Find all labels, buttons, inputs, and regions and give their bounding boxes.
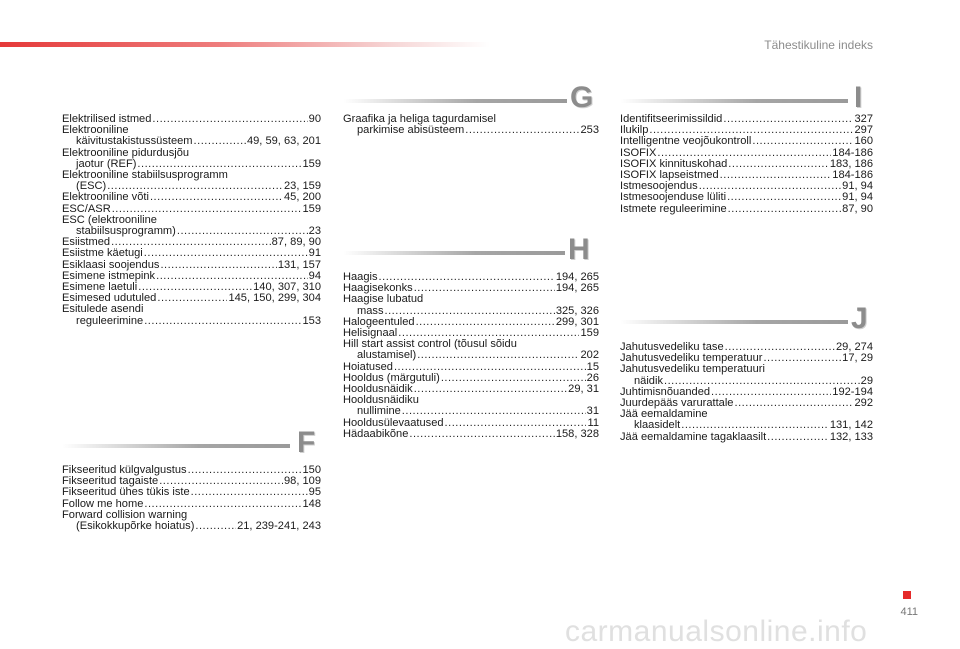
page-reference[interactable]: 159: [302, 202, 321, 215]
section-letter-h: H: [568, 233, 590, 266]
index-term: Hooldusülevaatused: [343, 416, 444, 429]
index-term: Hooldusnäidiku: [343, 394, 419, 407]
index-term: Istmesoojendus: [620, 180, 698, 193]
index-entry: [62, 170, 321, 192]
page-reference[interactable]: 150: [302, 464, 321, 476]
index-term: Hooldus (märgutuli): [343, 371, 440, 384]
index-term: Hill start assist control (tõusul sõidu: [343, 338, 517, 351]
index-term: Elektrilised istmed: [62, 113, 152, 125]
page-reference[interactable]: 29, 274: [835, 341, 873, 353]
dot-leader: [767, 432, 829, 443]
section-divider: [343, 99, 567, 103]
index-entry-line: [62, 192, 321, 203]
index-term: näidik: [634, 374, 663, 387]
index-entry: [620, 204, 873, 215]
page-reference[interactable]: 94: [308, 269, 321, 282]
section-divider: [620, 99, 848, 103]
header-accent-bar: [0, 42, 490, 47]
index-entry: [62, 248, 321, 259]
index-entry: [620, 192, 873, 203]
section-header-g: [343, 81, 595, 116]
page-reference[interactable]: 253: [580, 124, 599, 137]
index-term: käivitustakistussüsteem: [76, 135, 193, 148]
index-list-f: [62, 465, 321, 532]
index-entry-line: [620, 114, 873, 125]
index-term: Forward collision warning: [62, 508, 188, 521]
page-marker-square: [903, 591, 911, 599]
section-header-j: [620, 302, 872, 337]
dot-leader: [727, 192, 841, 203]
page-reference[interactable]: 21, 239-241, 243: [237, 520, 321, 533]
index-entry-line: [343, 350, 599, 361]
index-term: Helisignaal: [343, 327, 398, 340]
index-term: Haagisekonks: [343, 282, 413, 295]
index-term: Hoiatused: [343, 360, 393, 373]
section-letter-i: I: [854, 81, 863, 114]
dot-leader: [465, 125, 579, 136]
page-reference[interactable]: 160: [854, 135, 873, 148]
page-reference[interactable]: 297: [854, 124, 873, 137]
index-term: Haagis: [343, 271, 378, 283]
index-entry-line: [62, 136, 321, 147]
index-term: Graafika ja heliga tagurdamisel: [343, 113, 496, 125]
index-term: mass: [357, 304, 384, 317]
index-term: ISOFIX lapseistmed: [620, 169, 719, 182]
page-reference[interactable]: 159: [302, 157, 321, 170]
index-term: Esitulede asendi: [62, 303, 144, 316]
index-term: Jahutusvedeliku temperatuur: [620, 352, 763, 365]
page-reference[interactable]: 299, 301: [555, 315, 599, 328]
dot-leader: [414, 384, 567, 395]
index-list-e: [62, 114, 321, 327]
index-term: Ilukilp: [620, 124, 649, 137]
section-header-h: [343, 233, 595, 268]
index-entry-line: [620, 136, 873, 147]
index-entry: [343, 114, 599, 136]
index-term: Jää eemaldamine: [620, 408, 708, 421]
index-entry-line: [620, 204, 873, 215]
page-reference[interactable]: 95: [308, 486, 321, 499]
index-entry: [620, 432, 873, 443]
page-reference[interactable]: 23, 159: [283, 180, 321, 193]
page-reference[interactable]: 11: [587, 416, 599, 429]
index-term: Elektrooniline võti: [62, 191, 149, 204]
dot-leader: [157, 293, 227, 304]
index-term: parkimise abisüsteem: [357, 124, 465, 137]
index-entry: [62, 148, 321, 170]
index-entry: [62, 215, 321, 237]
index-entry: [62, 125, 321, 147]
section-letter-f: F: [297, 426, 316, 459]
index-entry-line: [620, 420, 873, 431]
index-term: Jahutusvedeliku temperatuuri: [620, 363, 765, 376]
index-term: Halogeentuled: [343, 315, 415, 328]
index-term: ESC/ASR: [62, 202, 111, 215]
index-term: Esimesed udutuled: [62, 292, 157, 305]
dot-leader: [195, 521, 236, 532]
index-term: Identifitseerimissildid: [620, 113, 723, 125]
dot-leader: [194, 136, 246, 147]
page-reference[interactable]: 194, 265: [555, 271, 599, 283]
page-reference[interactable]: 91, 94: [842, 180, 873, 193]
page-reference[interactable]: 158, 328: [555, 427, 599, 440]
dot-leader: [441, 373, 586, 384]
dot-leader: [414, 283, 555, 294]
page-header-title: Tähestikuline indeks: [764, 38, 873, 52]
page-reference[interactable]: 153: [302, 314, 321, 327]
index-entry: [62, 304, 321, 326]
page-reference[interactable]: 45, 200: [283, 191, 321, 204]
index-entry: [620, 136, 873, 147]
dot-leader: [681, 420, 829, 431]
index-term: klaasidelt: [634, 419, 681, 432]
index-entry-line: [620, 432, 873, 443]
index-entry: [343, 339, 599, 361]
index-term: Hädaabikõne: [343, 427, 409, 440]
index-term: ESC (elektrooniline: [62, 213, 157, 226]
dot-leader: [191, 487, 308, 498]
page-reference[interactable]: 148: [302, 497, 321, 510]
index-term: stabiilsusprogramm): [76, 225, 176, 238]
page-reference[interactable]: 87, 90: [842, 202, 873, 215]
page-number: 411: [900, 606, 918, 618]
index-list-h: [343, 272, 599, 440]
index-term: Fikseeritud külgvalgustus: [62, 464, 187, 476]
index-term: Hooldusnäidik: [343, 383, 413, 396]
index-entry: [620, 114, 873, 125]
index-list-j: [620, 342, 873, 443]
page-reference[interactable]: 29, 31: [568, 383, 599, 396]
index-entry: [62, 192, 321, 203]
index-term: jaotur (REF): [76, 157, 137, 170]
dot-leader: [752, 136, 853, 147]
index-entry-line: [343, 125, 599, 136]
page-reference[interactable]: 131, 142: [829, 419, 873, 432]
page-reference[interactable]: 140, 307, 310: [253, 281, 321, 294]
page-reference[interactable]: 87, 89, 90: [271, 236, 321, 249]
index-entry-line: [62, 248, 321, 259]
index-entry-line: [62, 487, 321, 498]
section-divider: [343, 251, 565, 255]
page-reference[interactable]: 15: [586, 360, 599, 373]
dot-leader: [728, 159, 829, 170]
page-reference[interactable]: 184-186: [832, 169, 873, 182]
dot-leader: [150, 192, 283, 203]
page-reference[interactable]: 202: [580, 349, 599, 362]
index-entry: [620, 364, 873, 386]
index-term: Fikseeritud tagaiste: [62, 475, 159, 488]
dot-leader: [409, 429, 554, 440]
page-reference[interactable]: 132, 133: [829, 430, 873, 443]
index-term: Istmete reguleerimine: [620, 202, 727, 215]
index-entry: [62, 510, 321, 532]
index-term: Fikseeritud ühes tükis iste: [62, 486, 190, 499]
page-reference[interactable]: 159: [580, 327, 599, 340]
index-term: Esiistmed: [62, 236, 111, 249]
watermark: carmanualsonline.info: [565, 615, 868, 648]
index-term: Jahutusvedeliku tase: [620, 341, 724, 353]
index-entry-line: [343, 294, 599, 305]
index-term: Follow me home: [62, 497, 144, 510]
page-reference[interactable]: 26: [586, 371, 599, 384]
index-entry-line: [343, 406, 599, 417]
page-reference[interactable]: 194, 265: [555, 282, 599, 295]
index-term: ISOFIX: [620, 146, 657, 159]
page-reference[interactable]: 145, 150, 299, 304: [228, 292, 321, 305]
page-reference[interactable]: 49, 59, 63, 201: [246, 135, 321, 148]
index-term: reguleerimine: [76, 314, 144, 327]
section-divider: [62, 444, 290, 448]
index-entry: [343, 395, 599, 417]
index-term: Intelligentne veojõukontroll: [620, 135, 752, 148]
section-divider: [620, 320, 848, 324]
dot-leader: [144, 316, 301, 327]
index-term: Juhtimisnõuanded: [620, 385, 711, 398]
dot-leader: [720, 170, 832, 181]
page-reference[interactable]: 183, 186: [829, 157, 873, 170]
dot-leader: [402, 406, 586, 417]
index-entry-line: [62, 304, 321, 315]
page-reference[interactable]: 90: [308, 113, 321, 125]
index-entry: [62, 487, 321, 498]
index-entry: [620, 409, 873, 431]
page-reference[interactable]: 292: [854, 397, 873, 410]
section-header-i: [620, 81, 872, 116]
dot-leader: [160, 260, 276, 271]
page-reference[interactable]: 91, 94: [842, 191, 873, 204]
index-term: Esimene istmepink: [62, 269, 156, 282]
dot-leader: [416, 317, 555, 328]
page-reference[interactable]: 192-194: [832, 385, 873, 398]
index-term: alustamisel): [357, 349, 417, 362]
index-term: Elektrooniline: [62, 124, 129, 137]
index-term: (Esikokkupõrke hoiatus): [76, 520, 195, 533]
index-term: Esiklaasi soojendus: [62, 258, 160, 271]
index-entry-line: [62, 521, 321, 532]
section-letter-j: J: [851, 302, 868, 335]
page-reference[interactable]: 31: [586, 405, 599, 418]
page-reference[interactable]: 23: [308, 225, 321, 238]
dot-leader: [144, 248, 308, 259]
index-term: nullimine: [357, 405, 401, 418]
index-term: Haagise lubatud: [343, 293, 424, 306]
index-entry-line: [620, 364, 873, 375]
dot-leader: [152, 114, 307, 125]
index-entry: [343, 429, 599, 440]
index-term: Istmesoojenduse lüliti: [620, 191, 727, 204]
page-reference[interactable]: 17, 29: [842, 352, 873, 365]
index-term: Juurdepääs varurattale: [620, 397, 734, 410]
index-term: Elektrooniline pidurdusjõu: [62, 146, 190, 159]
page-reference[interactable]: 29: [860, 374, 873, 387]
dot-leader: [723, 114, 853, 125]
section-letter-g: G: [570, 81, 594, 114]
page-reference[interactable]: 184-186: [832, 146, 873, 159]
index-list-g: [343, 114, 599, 136]
index-entry: [343, 294, 599, 316]
index-term: ISOFIX kinnituskohad: [620, 157, 728, 170]
index-entry-line: [620, 192, 873, 203]
index-term: Esiistme käetugi: [62, 247, 143, 260]
page-reference[interactable]: 98, 109: [283, 475, 321, 488]
index-term: Esimene laetuli: [62, 281, 138, 294]
page-reference[interactable]: 131, 157: [277, 258, 321, 271]
index-entry-line: [343, 429, 599, 440]
page-reference[interactable]: 327: [854, 113, 873, 125]
index-list-i: [620, 114, 873, 215]
dot-leader: [763, 353, 841, 364]
index-term: (ESC): [76, 180, 107, 193]
dot-leader: [728, 204, 841, 215]
page-reference[interactable]: 91: [308, 247, 321, 260]
page-reference[interactable]: 325, 326: [555, 304, 599, 317]
index-term: Elektrooniline stabiilsusprogramm: [62, 169, 228, 182]
dot-leader: [417, 350, 579, 361]
index-entry-line: [62, 316, 321, 327]
dot-leader: [734, 398, 853, 409]
section-header-f: [62, 426, 321, 461]
index-term: Jää eemaldamine tagaklaasilt: [620, 430, 767, 443]
